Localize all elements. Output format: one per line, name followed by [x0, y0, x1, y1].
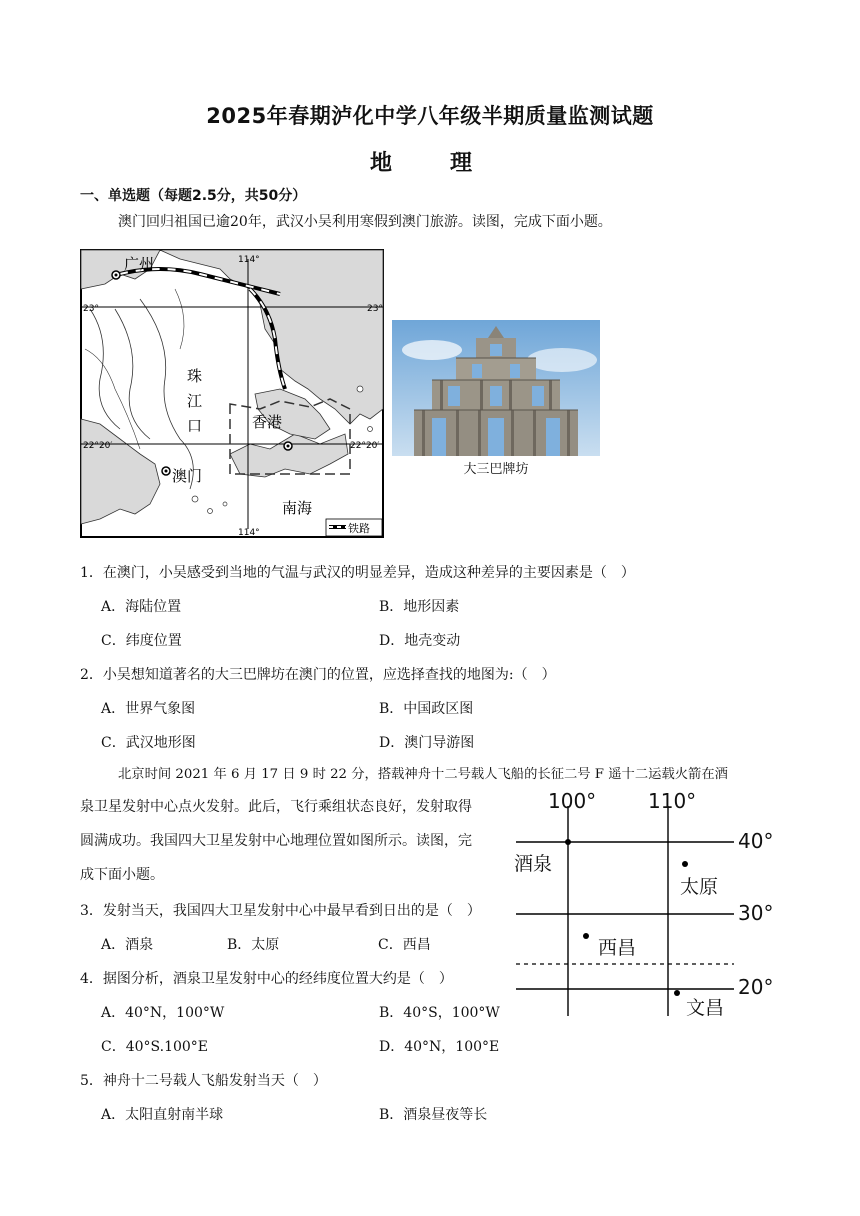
label-wenchang: 文昌	[686, 997, 725, 1019]
q1-option-c[interactable]: C．纬度位置	[101, 633, 182, 649]
ruins-of-st-pauls-photo	[392, 320, 600, 456]
q2-option-a[interactable]: A．世界气象图	[101, 701, 196, 717]
q4-option-a[interactable]: A．40°N，100°W	[101, 1005, 225, 1021]
q3-option-a[interactable]: A．酒泉	[101, 937, 154, 953]
label-xichang: 西昌	[598, 937, 637, 959]
q5-option-b[interactable]: B．酒泉昼夜等长	[379, 1107, 488, 1123]
q5-option-a[interactable]: A．太阳直射南半球	[101, 1107, 224, 1123]
question-5-stem: 5．神舟十二号载人飞船发射当天（ ）	[80, 1073, 327, 1089]
coord-lat23-right: 23°	[367, 304, 383, 314]
legend-railway: 铁路	[348, 522, 370, 535]
lat-40-label: 40°	[738, 829, 774, 853]
q1-option-b[interactable]: B．地形因素	[379, 599, 460, 615]
question-1-stem: 1．在澳门，小吴感受到当地的气温与武汉的明显差异，造成这种差异的主要因素是（ ）	[80, 565, 635, 581]
q3-option-c[interactable]: C．西昌	[378, 937, 431, 953]
exam-title: 2025年春期泸化中学八年级半期质量监测试题	[206, 104, 654, 128]
lat-20-label: 20°	[738, 975, 774, 999]
coord-lat2220-right: 22°20′	[350, 441, 380, 451]
label-nanhai: 南海	[282, 499, 313, 517]
passage2-line2: 泉卫星发射中心点火发射。此后，飞行乘组状态良好，发射取得	[80, 799, 472, 815]
q2-option-d[interactable]: D．澳门导游图	[379, 735, 475, 751]
label-jiuquan: 酒泉	[514, 853, 553, 875]
question-2-stem: 2．小吴想知道著名的大三巴牌坊在澳门的位置，应选择查找的地图为:（ ）	[80, 667, 556, 683]
q2-option-c[interactable]: C．武汉地形图	[101, 735, 196, 751]
q3-option-b[interactable]: B．太原	[227, 937, 280, 953]
passage2-line3: 圆满成功。我国四大卫星发射中心地理位置如图所示。读图，完	[80, 833, 472, 849]
label-guangzhou: 广州	[124, 255, 155, 273]
lat-30-label: 30°	[738, 901, 774, 925]
q4-option-b[interactable]: B．40°S，100°W	[379, 1005, 500, 1021]
coord-lon-bottom: 114°	[238, 528, 260, 538]
q1-option-d[interactable]: D．地壳变动	[379, 633, 461, 649]
passage2-line4: 成下面小题。	[80, 867, 164, 883]
question-3-stem: 3．发射当天，我国四大卫星发射中心中最早看到日出的是（ ）	[80, 903, 481, 919]
passage2-line1: 北京时间 2021 年 6 月 17 日 9 时 22 分，搭载神舟十二号载人飞船的长征二号 F 遥十二运载火箭在酒	[118, 767, 728, 782]
xichang-dot	[583, 933, 589, 939]
lon-110-label: 110°	[648, 789, 697, 813]
q4-option-c[interactable]: C．40°S.100°E	[101, 1039, 209, 1055]
jiuquan-dot	[565, 839, 571, 845]
launch-centers-grid-map	[508, 784, 792, 1024]
label-jiang: 江	[187, 392, 203, 410]
wenchang-dot	[674, 990, 680, 996]
taiyuan-dot	[682, 861, 688, 867]
section-heading: 一、单选题（每题2.5分，共50分）	[80, 188, 307, 204]
coord-lat23-left: 23°	[83, 304, 99, 314]
label-kou: 口	[187, 417, 203, 435]
lon-100-label: 100°	[548, 789, 597, 813]
subject-title: 地 理	[369, 151, 490, 176]
intro-text: 澳门回归祖国已逾20年，武汉小吴利用寒假到澳门旅游。读图，完成下面小题。	[118, 214, 612, 230]
coord-lon-top: 114°	[238, 255, 260, 265]
photo-caption: 大三巴牌坊	[463, 462, 529, 477]
q1-option-a[interactable]: A．海陆位置	[101, 599, 182, 615]
label-hongkong: 香港	[252, 413, 283, 431]
label-macau: 澳门	[172, 467, 203, 485]
label-taiyuan: 太原	[680, 876, 719, 898]
question-4-stem: 4．据图分析，酒泉卫星发射中心的经纬度位置大约是（ ）	[80, 971, 453, 987]
q2-option-b[interactable]: B．中国政区图	[379, 701, 474, 717]
label-zhu: 珠	[187, 367, 203, 385]
q4-option-d[interactable]: D．40°N，100°E	[379, 1039, 500, 1055]
pearl-river-map	[80, 249, 384, 538]
coord-lat2220-left: 22°20′	[83, 441, 113, 451]
